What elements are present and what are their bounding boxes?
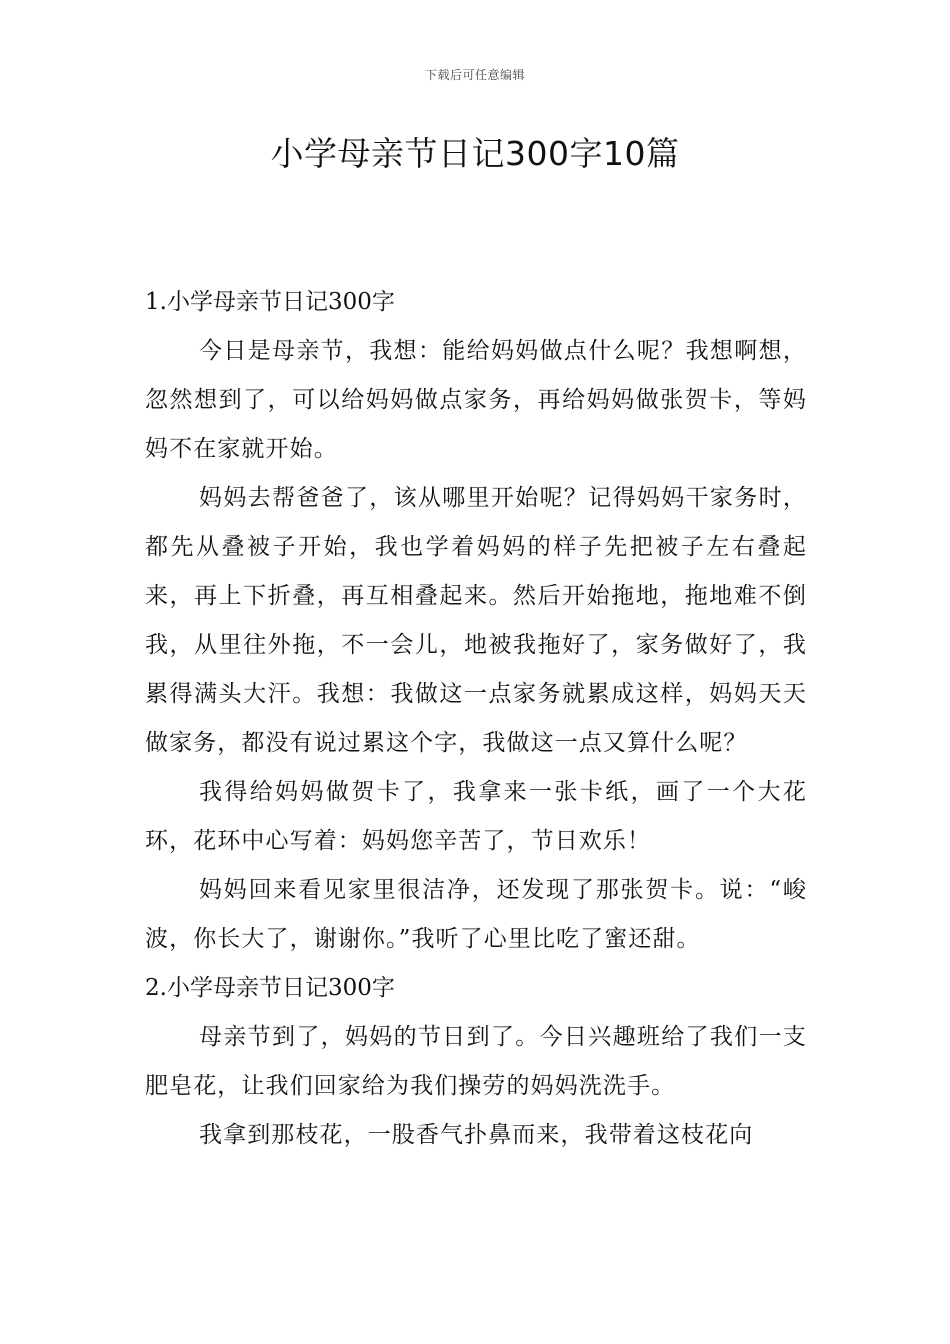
header-note: 下载后可任意编辑: [424, 68, 525, 82]
paragraph: 我拿到那枝花，一股香气扑鼻而来，我带着这枝花向: [199, 1122, 754, 1148]
paragraph: 母亲节到了，妈妈的节日到了。今日兴趣班给了我们一支肥皂花，让我们回家给为我们操劳的妈妈洗洗手。: [145, 1024, 807, 1099]
section-heading: 1.小学母亲节日记300字: [145, 289, 395, 315]
section-2: [145, 964, 807, 1160]
paragraph: 我得给妈妈做贺卡了，我拿来一张卡纸，画了一个大花环，花环中心写着：妈妈您辛苦了，节日欢乐！: [145, 779, 807, 854]
section-1: [145, 278, 807, 964]
paragraph: 今日是母亲节，我想：能给妈妈做点什么呢？我想啊想，忽然想到了，可以给妈妈做点家务，再给妈妈做张贺卡，等妈妈不在家就开始。: [145, 338, 807, 462]
document-body: [145, 278, 807, 1160]
document-title: 小学母亲节日记300字10篇: [270, 134, 680, 173]
section-heading: 2.小学母亲节日记300字: [145, 975, 395, 1001]
paragraph: 妈妈去帮爸爸了，该从哪里开始呢？记得妈妈干家务时，都先从叠被子开始，我也学着妈妈的样子先把被子左右叠起来，再上下折叠，再互相叠起来。然后开始拖地，拖地难不倒我，从里往外拖，不一会儿，地被我拖好了，家务做好了，我累得满头大汗。我想：我做这一点家务就累成这样，妈妈天天做家务，都没有说过累这个字，我做这一点又算什么呢？: [145, 485, 807, 756]
paragraph: 妈妈回来看见家里很洁净，还发现了那张贺卡。说：“峻波，你长大了，谢谢你。”我听了心里比吃了蜜还甜。: [145, 877, 807, 952]
